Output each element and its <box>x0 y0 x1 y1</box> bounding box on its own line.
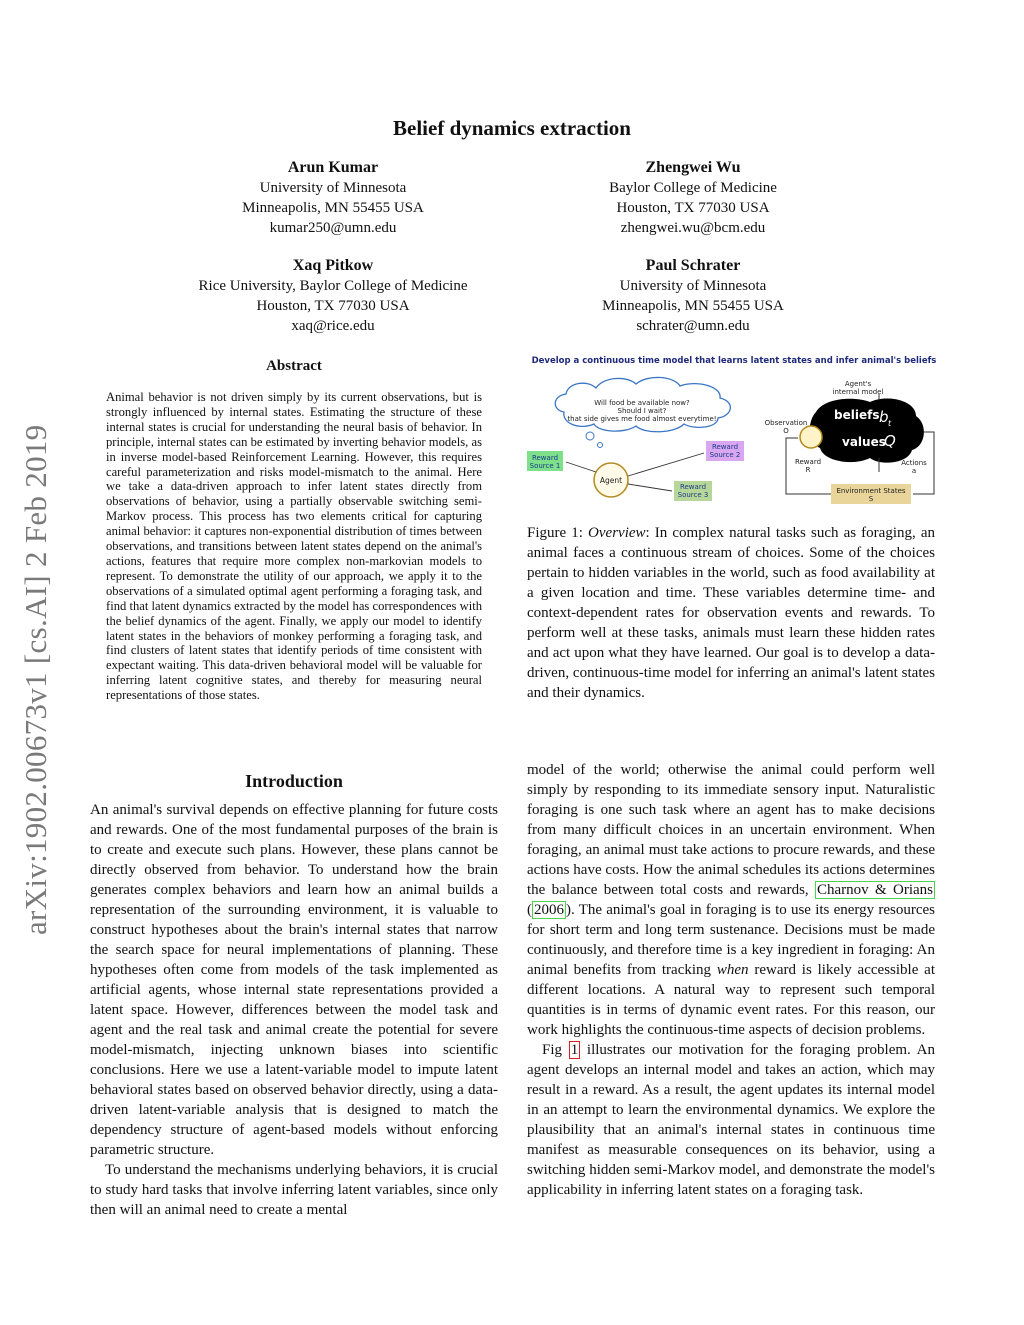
reward-source-2-line2: Source 2 <box>709 451 741 459</box>
right-text-emphasis: when <box>716 962 749 978</box>
observation-label-line1: Observation <box>764 419 808 427</box>
abstract-text: Animal behavior is not driven simply by its current observations, but is strongly influenced by internal states. Estimating the structure of these internal states is crucial for understanding the neural basis of behavior. In principle, internal states can be estimated by inverting behavior models, as in inverse model-based Reinforcement Learning. However, this requires careful parameterization and risks model-mismatch to the animal. Here we take a data-driven approach to infer latent states directly from observations of behavior, using a partially observable switching semi-Markov process. This process has two elements critical for capturing animal behavior: it captures non-exponential distribution of times between observations, and transitions between latent states depend on the animal's actions, features that require more complex non-markovian models to represent. To demonstrate the utility of our approach, we apply it to the observations of a simulated optimal agent performing a foraging task, and find that latent dynamics extracted by the model has correspondences with the belief dynamics of the agent. Finally, we apply our model to identify latent states in the behaviors of monkey performing a foraging task, and find clusters of latent states that identify periods of time consistent with expectant waiting. This data-driven behavioral model will be valuable for inferring latent cognitive states, and thereby for measuring neural representations of those states. <box>106 390 482 703</box>
environment-states-line2: S <box>868 495 874 503</box>
intro-paragraph-2: To understand the mechanisms underlying behaviors, it is crucial to study hard tasks that involve inferring latent variables, since only then will an animal need to create a mental <box>90 1162 498 1218</box>
reward-label-line2: R <box>805 466 811 474</box>
caption-emphasis: Overview <box>588 525 646 541</box>
author-affiliation: Rice University, Baylor College of Medicine <box>198 278 468 294</box>
cloud-text-line-2: Should I wait? <box>617 407 667 415</box>
right-paragraph-1: model of the world; otherwise the animal could perform well simply by responding to its immediate sensory input. Naturalistic foraging is one such task where an agent has to make decisions from many difficult choices in an uncertain environment. When foraging, an animal must take actions to procure rewards, and these actions have costs. How the animal schedules its actions determines the balance between total costs and rewards, Charnov & Orians ( 2006 ). The animal's goal in foraging is to use its energy resources for short term and long term sustenance. Decisions must be made continuously, and therefore time is a key ingredient in foraging: An animal benefits from tracking when reward is likely accessible at different locations. A natural way to represent such temporal quantities is in terms of dynamic event rates. For this reason, our work highlights the continuous-time aspects of decision problems. <box>527 762 935 1038</box>
beliefs-subscript: t <box>888 419 892 428</box>
abstract-heading: Abstract <box>266 358 322 374</box>
reward-source-1-line2: Source 1 <box>529 462 561 470</box>
author-affiliation: University of Minnesota <box>259 180 407 196</box>
right-text-a: model of the world; otherwise the animal could perform well simply by responding to its immediate sensory input. Naturalistic foraging is one such task where an agent has to make decisions from many difficult choices in an uncertain environment. When foraging, an animal must take actions to procure rewards, and these actions have costs. How the animal schedules its actions determines the balance between total costs and rewards, <box>527 762 935 898</box>
author-block-3 <box>150 256 516 336</box>
author-block-4 <box>540 256 846 336</box>
author-block-2 <box>540 158 846 238</box>
actions-label-line2: a <box>911 467 917 475</box>
environment-states-line1: Environment States <box>836 487 906 495</box>
author-affiliation: Baylor College of Medicine <box>609 180 777 196</box>
figure-overview <box>524 350 944 510</box>
observation-node <box>800 426 822 448</box>
internal-model-line2: internal model <box>832 388 884 396</box>
author-address: Houston, TX 77030 USA <box>256 298 410 314</box>
author-address: Minneapolis, MN 55455 USA <box>602 298 784 314</box>
reward-source-2-line1: Reward <box>711 443 739 451</box>
author-name: Zhengwei Wu <box>645 159 741 176</box>
values-label: values <box>842 435 886 449</box>
right-text-b: . The animal's goal in foraging is to use its energy resources for short term and long term sustenance. Decisions must be made continuously, and therefore time is a key ingredient in foraging: An animal benefits from tracking <box>527 902 935 978</box>
citation-link-year[interactable]: 2006 <box>534 902 564 918</box>
cloud-text-line-3: that side gives me food almost everytime! <box>567 415 717 423</box>
reward-source-1-line1: Reward <box>531 454 559 462</box>
actions-label-line1: Actions <box>901 459 927 467</box>
introduction-left-column <box>90 800 498 1220</box>
author-block-1 <box>180 158 486 238</box>
intro-paragraph-1: An animal's survival depends on effective planning for future costs and rewards. One of the most fundamental purposes of the brain is to create and execute such plans. However, these plans cannot be directly observed from behavior. To understand how the brain generates complex behaviors and learn how an animal builds a representation of the surrounding environment, it is valuable to construct hypotheses about the brain's internal states that narrow the search space for neural implementations of planning. These hypotheses often come from models of the task implemented as artificial agents, whose internal state representations provided a latent space. However, differences between the model task and agent and the real task and animal create the potential for severe model-mismatch, injecting unknown biases into scientific conclusions. Here we use a latent-variable model to impute latent behavioral states based on observed behavior directly, using a data-driven latent-variable analysis that is designed to match the dependency structure of agent-based models without enforcing parametric structure. <box>90 802 498 1158</box>
figure-caption <box>527 523 935 703</box>
paper-title: Belief dynamics extraction <box>393 116 631 140</box>
agent-label: Agent <box>599 476 623 485</box>
author-address: Houston, TX 77030 USA <box>616 200 770 216</box>
thought-cloud <box>555 377 730 447</box>
arxiv-identifier: arXiv:1902.00673v1 [cs.AI] 2 Feb 2019 <box>18 424 53 935</box>
cloud-text-line-1: Will food be available now? <box>594 399 690 407</box>
figure-title: Develop a continuous time model that learns latent states and infer animal's beliefs <box>531 356 937 366</box>
introduction-heading: Introduction <box>245 771 343 791</box>
right-text-fig: Fig <box>542 1042 563 1058</box>
citation-link-authors[interactable]: Charnov & Orians <box>817 882 934 898</box>
right-text-c: reward is likely accessible at different locations. A natural way to represent such temporal quantities is in terms of dynamic event rates. For this reason, our work highlights the continuous-time aspects of decision problems. <box>527 962 935 1038</box>
author-email: kumar250@umn.edu <box>269 220 397 236</box>
beliefs-label: beliefs <box>834 408 880 422</box>
values-symbol: Q <box>884 432 896 450</box>
author-email: schrater@umn.edu <box>636 318 750 334</box>
author-email: xaq@rice.edu <box>291 318 375 334</box>
author-address: Minneapolis, MN 55455 USA <box>242 200 424 216</box>
right-text-d: illustrates our motivation for the foraging problem. An agent develops an internal model and takes an action, which may result in a reward. As a result, the agent updates its internal model in an attempt to learn the environmental dynamics. We explore the plausibility that an animal's internal states in continuous time manifest as measurable consequences on its behavior, using a switching hidden semi-Markov model, and demonstrate the model's applicability in inferring latent states on a foraging task. <box>527 1042 936 1198</box>
observation-label-line2: O <box>783 427 789 435</box>
caption-text: : In complex natural tasks such as foraging, an animal faces a continuous stream of choices. Some of the choices pertain to hidden variables in the world, such as food availability at a given location and time. These variables determine time- and context-dependent rates for observation events and rewards. To perform well at these tasks, animals must learn these hidden rates and act upon what they have learned. Our goal is to develop a data-driven, continuous-time model for inferring an animal's latent states and their dynamics. <box>527 525 936 701</box>
author-name: Arun Kumar <box>287 159 379 176</box>
beliefs-symbol: b <box>879 408 889 426</box>
author-email: zhengwei.wu@bcm.edu <box>620 220 766 236</box>
figure-reference-link[interactable]: 1 <box>570 1042 579 1058</box>
right-paragraph-2 <box>527 1040 935 1200</box>
internal-model-line1: Agent's <box>844 380 872 388</box>
author-name: Xaq Pitkow <box>292 257 374 274</box>
introduction-right-column <box>527 760 935 1200</box>
author-name: Paul Schrater <box>645 257 741 274</box>
caption-label: Figure 1: <box>527 525 583 541</box>
figure-diagram <box>524 350 944 510</box>
reward-source-3-line2: Source 3 <box>677 491 709 499</box>
author-affiliation: University of Minnesota <box>619 278 767 294</box>
reward-label-line1: Reward <box>794 458 822 466</box>
reward-source-3-line1: Reward <box>679 483 707 491</box>
